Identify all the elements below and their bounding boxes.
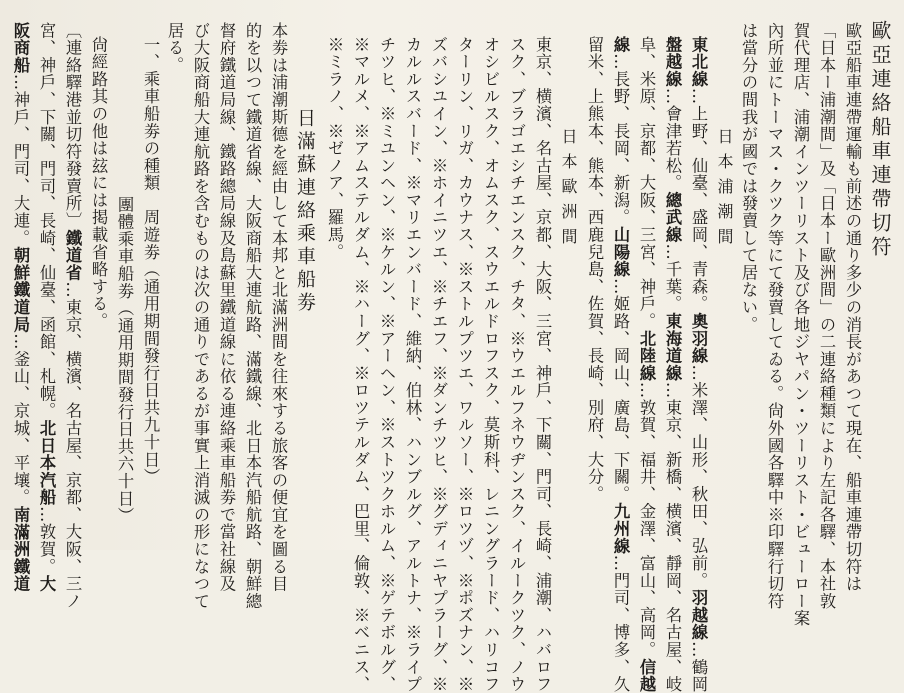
station-label: 阪商船	[11, 22, 30, 74]
stations-heading: 〔連絡驛港並切符發賣所〕	[63, 22, 82, 230]
station-label: 北日本汽船	[37, 419, 56, 507]
station-list: …神戶、門司、大連。	[11, 73, 30, 247]
line-label: 線	[611, 36, 630, 54]
route2-line: スク、ブラゴエシチエンスク、チタ、※ウエルフネウヂンスク、イルークツク、ノウ	[507, 36, 526, 693]
line-stations: …敦賀、福井、金澤、富山、高岡。	[637, 381, 656, 659]
line-label: 盤越線	[663, 36, 682, 88]
stations-column	[37, 22, 56, 593]
section2-line: 督府鐵道局線、鐵路總局線及島蘇里鐵道線に依る連絡乘車船劵で當社線及	[217, 22, 236, 593]
station-list: …釜山、京城、平壤。	[11, 333, 30, 507]
line-stations: …上野、仙臺、盛岡、青森。	[689, 87, 708, 313]
route1-heading: 日本浦潮間	[715, 128, 734, 253]
stations-column	[63, 22, 82, 610]
station-list: …敦賀。	[37, 506, 56, 576]
line-label: 九州線	[611, 502, 630, 555]
route2-line: ※ミラノ、※ゼノア、羅馬。	[325, 36, 344, 261]
ticket-types-line: 團體乘車船劵（通用期間發行日共六十日）	[115, 196, 134, 525]
route1-column	[611, 36, 630, 693]
line-stations: …姬路、岡山、廣島、下關。	[611, 278, 630, 503]
line-label: 北陸線	[637, 329, 656, 382]
line-stations: …千葉。	[663, 243, 682, 313]
intro-line: 「日本ー浦潮間」及「日本ー歐洲間」の二連絡種類により左記各驛、本社敦	[817, 22, 836, 610]
line-stations: …東京、新橋、横濱、靜岡、名古屋、岐	[663, 381, 682, 693]
line-stations: …門司、博多、久	[611, 554, 630, 693]
line-label: 奧羽線	[689, 312, 708, 365]
station-list: 宮、神戶、下關、門司、長崎、仙臺、函館、札幌。	[37, 22, 56, 420]
station-label: 大	[37, 575, 56, 593]
section2-line: 本劵は浦潮斯德を經由して本邦と北滿洲間を往來する旅客の便宜を圖る目	[269, 22, 288, 593]
station-label: 南滿洲鐵道	[11, 506, 30, 593]
line-stations: …長野、長岡、新潟。	[611, 53, 630, 227]
route2-line: ターリン、リガ、カウナス、※ストルプツエ、ワルソー、※ロツヅ、※ポズナン、※	[455, 36, 474, 693]
route2-line: オシビルスク、オムスク、スウエルドロフスク、莫斯科、レニングラード、ハリコフ	[481, 36, 500, 693]
line-label: 總武線	[663, 191, 682, 244]
route2-line: カルルスバード、※マリエンバード、維納、伯林、ハンブルグ、アルトナ、※ライプ	[403, 36, 422, 693]
line-label: 東北線	[689, 36, 708, 88]
line-label: 山陽線	[611, 226, 630, 279]
line-stations: …鶴岡	[689, 641, 708, 693]
route2-line: 東京、横濱、名古屋、京都、大阪、三宮、神戶、下關、門司、長崎、浦潮、ハバロフ	[533, 36, 552, 693]
route1-column	[663, 36, 682, 693]
stations-column	[11, 22, 30, 593]
station-label: 鐵道省	[63, 229, 82, 282]
note: 尙經路其の他は玆には掲載省略する。	[89, 36, 108, 330]
section2-line: び大阪商船大連航路を含むものは次の通りであるが事實上消滅の形になつて	[191, 22, 210, 610]
route1-column	[689, 36, 708, 693]
route1-column	[586, 36, 602, 542]
route2-line: チツヒ、※ミユンヘン、※ケルン、※アーヘン、※ストツクホルム、※ゲテボルグ、	[377, 36, 396, 693]
section2-line: 居る。	[165, 22, 184, 74]
ticket-types-line: 一、乘車船劵の種類 周遊劵（通用期間發行日共九十日）	[141, 36, 160, 486]
route2-heading: 日本歐洲間	[559, 128, 578, 253]
line-stations: …米澤、山形、秋田、弘前。	[689, 364, 708, 590]
intro-line: 歐亞船車連帶運輸も前述の通り多少の消長があつて現在、船車連帶切符は	[843, 22, 862, 593]
section2-title: 日滿蘇連絡乘車船劵	[294, 108, 316, 315]
section2-line: 的を以つて鐵道省線、大阪商船大連航路、滿鐵線、北日本汽船航路、朝鮮總	[243, 22, 262, 610]
route2-line: ズバシユイン、※ホイニツエ、※チエフ、※ダンチツヒ、※グディニヤプラーグ、※	[429, 36, 448, 693]
line-stations: 阜、米原、京都、大阪、三宮、神戶。	[637, 36, 656, 330]
route1-column	[637, 36, 656, 693]
intro-line: 內所並にトーマス・クツク等にて發賣してゐる。尙外國各驛中※印驛行切符	[765, 22, 784, 610]
line-stations: …會津若松。	[663, 87, 682, 192]
intro-line: は當分の間我が國では發賣して居ない。	[739, 22, 758, 334]
station-list: …東京、横濱、名古屋、京都、大阪、三ノ	[63, 281, 82, 610]
station-label: 朝鮮鐵道局	[11, 246, 30, 334]
line-label: 東海道線	[663, 312, 682, 382]
route2-line: ※マルメ、※アムステルダム、※ハーグ、※ロツテルダム、巴里、倫敦、※ベニス、	[351, 36, 370, 693]
intro-line: 賀代理店、浦潮インツーリスト及び各地ジヤパン・ツーリスト・ビューロー案	[791, 22, 810, 628]
line-label: 羽越線	[689, 589, 708, 642]
line-label: 信越	[637, 658, 656, 693]
line-stations: 留米、上熊本、熊本、西鹿兒島、佐賀、長崎、別府、大分。	[585, 36, 604, 503]
section-title: 歐亞連絡船車連帶切符	[868, 20, 892, 260]
